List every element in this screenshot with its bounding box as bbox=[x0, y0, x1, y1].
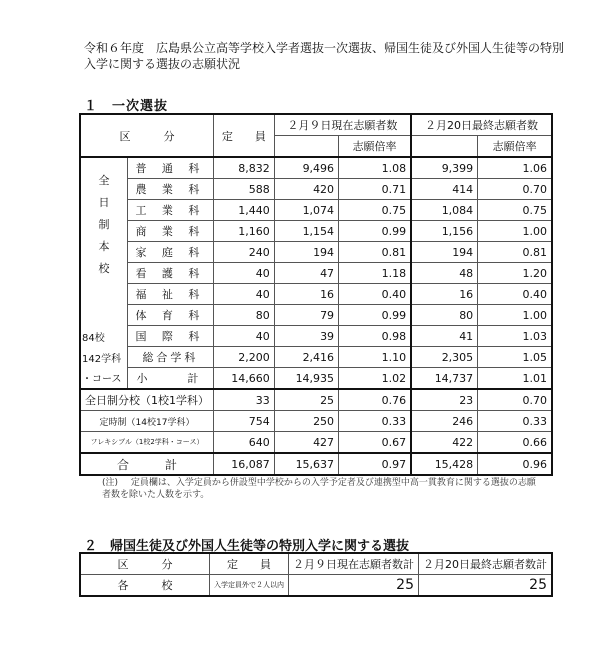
row-feb20: 246 bbox=[411, 411, 478, 432]
row-feb9-rate: 1.08 bbox=[339, 157, 412, 179]
row-feb20-rate: 0.81 bbox=[478, 242, 552, 263]
row-capacity: 2,200 bbox=[214, 347, 275, 368]
row-name: 国 際 科 bbox=[127, 326, 213, 347]
header-row bbox=[80, 553, 552, 575]
total-capacity: 16,087 bbox=[214, 453, 275, 475]
special-selection-table bbox=[79, 552, 553, 597]
row-feb20-rate: 0.75 bbox=[478, 200, 552, 221]
row-feb9: 14,935 bbox=[274, 368, 338, 390]
row-capacity: 80 bbox=[214, 305, 275, 326]
row-feb20-rate: 1.20 bbox=[478, 263, 552, 284]
row-name: 定時制（14校17学科） bbox=[80, 411, 214, 432]
row-feb20-rate: 0.66 bbox=[478, 432, 552, 454]
row-feb20: 25 bbox=[419, 575, 553, 597]
header-feb9-rate: 志願倍率 bbox=[339, 136, 412, 158]
row-feb9: 25 bbox=[274, 389, 338, 411]
row-feb20: 23 bbox=[411, 389, 478, 411]
row-feb9-rate: 0.33 bbox=[339, 411, 412, 432]
row-name: 工 業 科 bbox=[127, 200, 213, 221]
row-name: 農 業 科 bbox=[127, 179, 213, 200]
row-feb20: 422 bbox=[411, 432, 478, 454]
row-feb20-rate: 1.00 bbox=[478, 305, 552, 326]
total-row bbox=[80, 453, 552, 475]
footnote bbox=[102, 477, 542, 501]
header-feb9-blank bbox=[274, 136, 338, 158]
table-row bbox=[80, 347, 552, 368]
header-capacity: 定 員 bbox=[210, 553, 289, 575]
row-name: 商 業 科 bbox=[127, 221, 213, 242]
row-feb9: 420 bbox=[274, 179, 338, 200]
row-feb9-rate: 0.99 bbox=[339, 221, 412, 242]
row-feb9-rate: 0.99 bbox=[339, 305, 412, 326]
row-feb20: 41 bbox=[411, 326, 478, 347]
total-feb9: 15,637 bbox=[274, 453, 338, 475]
row-feb20-rate: 1.05 bbox=[478, 347, 552, 368]
group-label-char: 全 bbox=[98, 174, 110, 187]
row-feb9: 9,496 bbox=[274, 157, 338, 179]
row-feb20: 80 bbox=[411, 305, 478, 326]
row-capacity: 588 bbox=[214, 179, 275, 200]
table-row bbox=[80, 157, 552, 179]
row-feb20-rate: 1.03 bbox=[478, 326, 552, 347]
header-capacity: 定 員 bbox=[214, 114, 275, 157]
row-feb9: 1,074 bbox=[274, 200, 338, 221]
header-feb20-blank bbox=[411, 136, 478, 158]
header-feb9: ２月９日現在志願者数 bbox=[274, 114, 411, 136]
row-name: フレキシブル（1校2学科・コース） bbox=[80, 432, 214, 454]
group-label-fulltime bbox=[80, 157, 127, 326]
table-row bbox=[80, 305, 552, 326]
row-name: 各 校 bbox=[80, 575, 210, 597]
side-note: 84校 bbox=[80, 326, 127, 347]
side-note: 142学科 bbox=[80, 347, 127, 368]
header-feb20: ２月20日最終志願者数 bbox=[411, 114, 552, 136]
row-feb20-rate: 0.33 bbox=[478, 411, 552, 432]
table-row bbox=[80, 263, 552, 284]
group-label-char: 校 bbox=[98, 262, 110, 275]
row-capacity: 8,832 bbox=[214, 157, 275, 179]
row-feb9-rate: 0.71 bbox=[339, 179, 412, 200]
row-feb20: 1,084 bbox=[411, 200, 478, 221]
row-feb9: 25 bbox=[289, 575, 419, 597]
group-label-char: 日 bbox=[98, 196, 110, 209]
row-feb9: 427 bbox=[274, 432, 338, 454]
row-feb20-rate: 1.06 bbox=[478, 157, 552, 179]
table-row bbox=[80, 411, 552, 432]
row-feb9: 194 bbox=[274, 242, 338, 263]
section1-heading: １ 一次選抜 bbox=[84, 99, 169, 114]
total-feb20: 15,428 bbox=[411, 453, 478, 475]
table-row bbox=[80, 389, 552, 411]
row-feb9: 16 bbox=[274, 284, 338, 305]
row-feb20: 14,737 bbox=[411, 368, 478, 390]
group-label-char: 制 bbox=[98, 218, 110, 231]
first-selection-table bbox=[79, 113, 553, 476]
row-capacity: 40 bbox=[214, 263, 275, 284]
table-row bbox=[80, 368, 552, 390]
row-name: 福 祉 科 bbox=[127, 284, 213, 305]
row-feb9: 79 bbox=[274, 305, 338, 326]
header-category: 区 分 bbox=[80, 553, 210, 575]
table-row bbox=[80, 326, 552, 347]
row-capacity: 33 bbox=[214, 389, 275, 411]
row-feb20: 194 bbox=[411, 242, 478, 263]
row-feb20-rate: 0.40 bbox=[478, 284, 552, 305]
row-feb20-rate: 0.70 bbox=[478, 179, 552, 200]
row-feb20-rate: 0.70 bbox=[478, 389, 552, 411]
row-name: 体 育 科 bbox=[127, 305, 213, 326]
table-row bbox=[80, 221, 552, 242]
row-name: 小 計 bbox=[127, 368, 213, 390]
table-row bbox=[80, 242, 552, 263]
table-row bbox=[80, 284, 552, 305]
row-feb9: 47 bbox=[274, 263, 338, 284]
row-capacity: 14,660 bbox=[214, 368, 275, 390]
row-feb20: 48 bbox=[411, 263, 478, 284]
row-feb20: 1,156 bbox=[411, 221, 478, 242]
row-capacity: 入学定員外で２人以内 bbox=[210, 575, 289, 597]
total-name: 合 計 bbox=[80, 453, 214, 475]
row-feb20-rate: 1.01 bbox=[478, 368, 552, 390]
header-row bbox=[80, 114, 552, 136]
header-feb9: ２月９日現在志願者数計 bbox=[289, 553, 419, 575]
row-name: 全日制分校（1校1学科） bbox=[80, 389, 214, 411]
row-feb9-rate: 0.67 bbox=[339, 432, 412, 454]
row-capacity: 640 bbox=[214, 432, 275, 454]
header-feb20-rate: 志願倍率 bbox=[478, 136, 552, 158]
row-feb9-rate: 1.10 bbox=[339, 347, 412, 368]
table-row bbox=[80, 200, 552, 221]
side-note: ・コース bbox=[80, 368, 127, 390]
footnote-label: (注) bbox=[102, 478, 119, 488]
row-capacity: 40 bbox=[214, 326, 275, 347]
table-row bbox=[80, 432, 552, 454]
row-capacity: 754 bbox=[214, 411, 275, 432]
row-name: 総合学科 bbox=[127, 347, 213, 368]
row-feb20: 9,399 bbox=[411, 157, 478, 179]
row-capacity: 1,440 bbox=[214, 200, 275, 221]
row-feb9: 250 bbox=[274, 411, 338, 432]
row-feb9: 2,416 bbox=[274, 347, 338, 368]
header-feb20: ２月20日最終志願者数計 bbox=[419, 553, 553, 575]
row-feb9: 1,154 bbox=[274, 221, 338, 242]
row-feb9-rate: 0.40 bbox=[339, 284, 412, 305]
section2-heading: ２ 帰国生徒及び外国人生徒等の特別入学に関する選抜 bbox=[84, 539, 410, 554]
row-capacity: 1,160 bbox=[214, 221, 275, 242]
row-feb9-rate: 0.81 bbox=[339, 242, 412, 263]
total-feb9-rate: 0.97 bbox=[339, 453, 412, 475]
row-name: 看 護 科 bbox=[127, 263, 213, 284]
row-feb9-rate: 0.75 bbox=[339, 200, 412, 221]
document-title: 令和６年度 広島県公立高等学校入学者選抜一次選抜、帰国生徒及び外国人生徒等の特別入学に関する選抜の志願状況 bbox=[84, 41, 565, 71]
row-feb9-rate: 0.98 bbox=[339, 326, 412, 347]
footnote-text: 定員欄は、入学定員から併設型中学校からの入学予定者及び連携型中高一貫教育に関する選抜の志願者数を除いた人数を示す。 bbox=[102, 478, 536, 500]
row-feb9-rate: 1.18 bbox=[339, 263, 412, 284]
row-capacity: 240 bbox=[214, 242, 275, 263]
row-feb20: 414 bbox=[411, 179, 478, 200]
row-feb9-rate: 1.02 bbox=[339, 368, 412, 390]
header-category: 区 分 bbox=[80, 114, 214, 157]
table-row bbox=[80, 179, 552, 200]
row-capacity: 40 bbox=[214, 284, 275, 305]
row-name: 家 庭 科 bbox=[127, 242, 213, 263]
row-name: 普 通 科 bbox=[127, 157, 213, 179]
row-feb20: 16 bbox=[411, 284, 478, 305]
row-feb20: 2,305 bbox=[411, 347, 478, 368]
row-feb20-rate: 1.00 bbox=[478, 221, 552, 242]
total-feb20-rate: 0.96 bbox=[478, 453, 552, 475]
group-label-char: 本 bbox=[98, 240, 110, 253]
row-feb9: 39 bbox=[274, 326, 338, 347]
table-row bbox=[80, 575, 552, 597]
row-feb9-rate: 0.76 bbox=[339, 389, 412, 411]
